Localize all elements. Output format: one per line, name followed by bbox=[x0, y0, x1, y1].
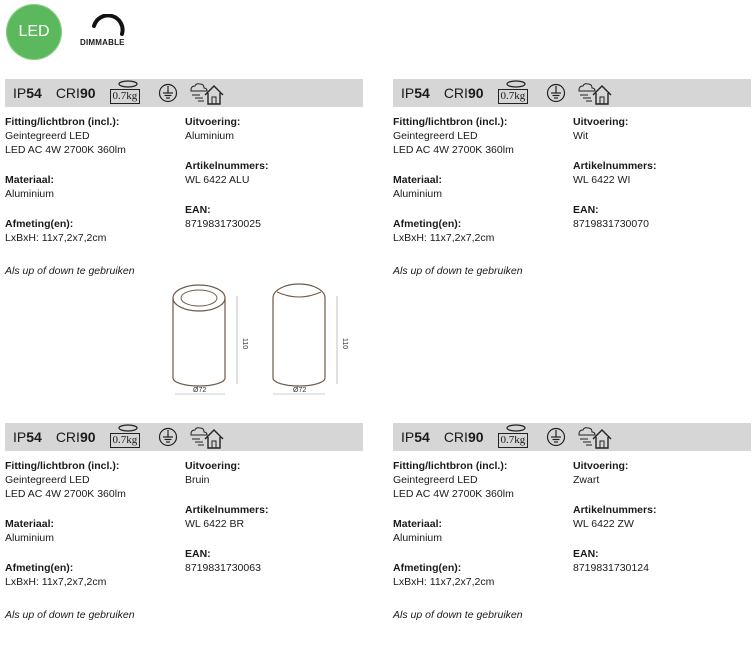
fitting-label: Fitting/lichtbron (incl.): bbox=[393, 460, 508, 472]
indoor-outdoor-house-icon bbox=[576, 425, 612, 449]
material-value: Aluminium bbox=[393, 188, 443, 200]
article-value: WL 6422 ALU bbox=[185, 174, 250, 186]
cri-rating: CRI90 bbox=[55, 429, 96, 445]
dimensions-label: Afmeting(en): bbox=[393, 562, 462, 574]
earth-ground-icon bbox=[546, 83, 566, 103]
finish-label: Uitvoering: bbox=[185, 460, 241, 472]
finish-label: Uitvoering: bbox=[573, 116, 629, 128]
led-badge bbox=[6, 4, 62, 60]
ean-label: EAN: bbox=[573, 548, 599, 560]
weight-label: 0.7kg bbox=[110, 89, 141, 104]
fitting-line-1: Geintegreerd LED bbox=[393, 474, 478, 486]
fitting-line-1: Geintegreerd LED bbox=[5, 130, 90, 142]
technical-drawing bbox=[165, 278, 355, 402]
fitting-label: Fitting/lichtbron (incl.): bbox=[5, 460, 120, 472]
product-card-wit bbox=[393, 79, 751, 277]
cylinder-side-view bbox=[273, 284, 325, 386]
ean-value: 8719831730063 bbox=[185, 562, 261, 574]
weight-label: 0.7kg bbox=[498, 433, 529, 448]
usage-note: Als up of down te gebruiken bbox=[5, 265, 135, 277]
ip-rating: IP54 bbox=[13, 85, 42, 101]
ean-value: 8719831730070 bbox=[573, 218, 649, 230]
dimensions-label: Afmeting(en): bbox=[393, 218, 462, 230]
ceiling-mount-icon bbox=[498, 80, 534, 106]
cri-rating: CRI90 bbox=[443, 85, 484, 101]
usage-note: Als up of down te gebruiken bbox=[5, 609, 135, 621]
article-value: WL 6422 BR bbox=[185, 518, 245, 530]
usage-note: Als up of down te gebruiken bbox=[393, 265, 523, 277]
ean-label: EAN: bbox=[185, 204, 211, 216]
dimensions-value: LxBxH: 11x7,2x7,2cm bbox=[5, 232, 107, 244]
fitting-label: Fitting/lichtbron (incl.): bbox=[393, 116, 508, 128]
indoor-outdoor-house-icon bbox=[188, 425, 224, 449]
diameter-label-2: Ø72 bbox=[293, 387, 307, 394]
article-label: Artikelnummers: bbox=[573, 504, 657, 516]
ip-rating: IP54 bbox=[401, 85, 430, 101]
ean-label: EAN: bbox=[185, 548, 211, 560]
ceiling-mount-icon bbox=[110, 80, 146, 106]
dimensions-label: Afmeting(en): bbox=[5, 218, 74, 230]
fitting-line-2: LED AC 4W 2700K 360lm bbox=[393, 144, 514, 156]
height-label-1: 110 bbox=[241, 338, 248, 350]
material-value: Aluminium bbox=[5, 532, 55, 544]
dimensions-value: LxBxH: 11x7,2x7,2cm bbox=[393, 232, 495, 244]
dimmable-arc-icon bbox=[90, 14, 126, 38]
ip-rating: IP54 bbox=[401, 429, 430, 445]
ceiling-mount-icon bbox=[498, 424, 534, 450]
material-label: Materiaal: bbox=[393, 174, 443, 186]
weight-label: 0.7kg bbox=[498, 89, 529, 104]
led-label: LED bbox=[18, 23, 50, 40]
material-label: Materiaal: bbox=[5, 518, 55, 530]
finish-value: Aluminium bbox=[185, 130, 235, 142]
article-label: Artikelnummers: bbox=[185, 504, 269, 516]
weight-label: 0.7kg bbox=[110, 433, 141, 448]
indoor-outdoor-house-icon bbox=[576, 81, 612, 105]
material-label: Materiaal: bbox=[5, 174, 55, 186]
fitting-line-2: LED AC 4W 2700K 360lm bbox=[393, 488, 514, 500]
material-value: Aluminium bbox=[5, 188, 55, 200]
material-label: Materiaal: bbox=[393, 518, 443, 530]
finish-label: Uitvoering: bbox=[185, 116, 241, 128]
product-card-alu bbox=[5, 79, 363, 277]
earth-ground-icon bbox=[546, 427, 566, 447]
fitting-line-1: Geintegreerd LED bbox=[393, 130, 478, 142]
dimmable-logo bbox=[80, 14, 132, 50]
article-value: WL 6422 WI bbox=[573, 174, 631, 186]
product-card-zwart bbox=[393, 423, 751, 621]
article-value: WL 6422 ZW bbox=[573, 518, 634, 530]
usage-note: Als up of down te gebruiken bbox=[393, 609, 523, 621]
finish-value: Wit bbox=[573, 130, 589, 142]
article-label: Artikelnummers: bbox=[185, 160, 269, 172]
cri-rating: CRI90 bbox=[55, 85, 96, 101]
finish-label: Uitvoering: bbox=[573, 460, 629, 472]
cri-rating: CRI90 bbox=[443, 429, 484, 445]
fitting-line-2: LED AC 4W 2700K 360lm bbox=[5, 488, 126, 500]
fitting-line-1: Geintegreerd LED bbox=[5, 474, 90, 486]
ean-value: 8719831730025 bbox=[185, 218, 261, 230]
earth-ground-icon bbox=[158, 83, 178, 103]
finish-value: Bruin bbox=[185, 474, 210, 486]
dimensions-value: LxBxH: 11x7,2x7,2cm bbox=[5, 576, 107, 588]
ean-label: EAN: bbox=[573, 204, 599, 216]
material-value: Aluminium bbox=[393, 532, 443, 544]
article-label: Artikelnummers: bbox=[573, 160, 657, 172]
indoor-outdoor-house-icon bbox=[188, 81, 224, 105]
ceiling-mount-icon bbox=[110, 424, 146, 450]
fitting-line-2: LED AC 4W 2700K 360lm bbox=[5, 144, 126, 156]
cylinder-front-view bbox=[173, 285, 225, 386]
height-label-2: 110 bbox=[341, 338, 348, 350]
spec-bar bbox=[393, 79, 751, 107]
product-card-bruin bbox=[5, 423, 363, 621]
earth-ground-icon bbox=[158, 427, 178, 447]
spec-bar bbox=[5, 423, 363, 451]
spec-bar bbox=[5, 79, 363, 107]
dimensions-label: Afmeting(en): bbox=[5, 562, 74, 574]
dimensions-value: LxBxH: 11x7,2x7,2cm bbox=[393, 576, 495, 588]
ip-rating: IP54 bbox=[13, 429, 42, 445]
dimmable-label: DIMMABLE bbox=[80, 38, 125, 47]
finish-value: Zwart bbox=[573, 474, 600, 486]
fitting-label: Fitting/lichtbron (incl.): bbox=[5, 116, 120, 128]
spec-bar bbox=[393, 423, 751, 451]
diameter-label-1: Ø72 bbox=[193, 387, 207, 394]
ean-value: 8719831730124 bbox=[573, 562, 649, 574]
